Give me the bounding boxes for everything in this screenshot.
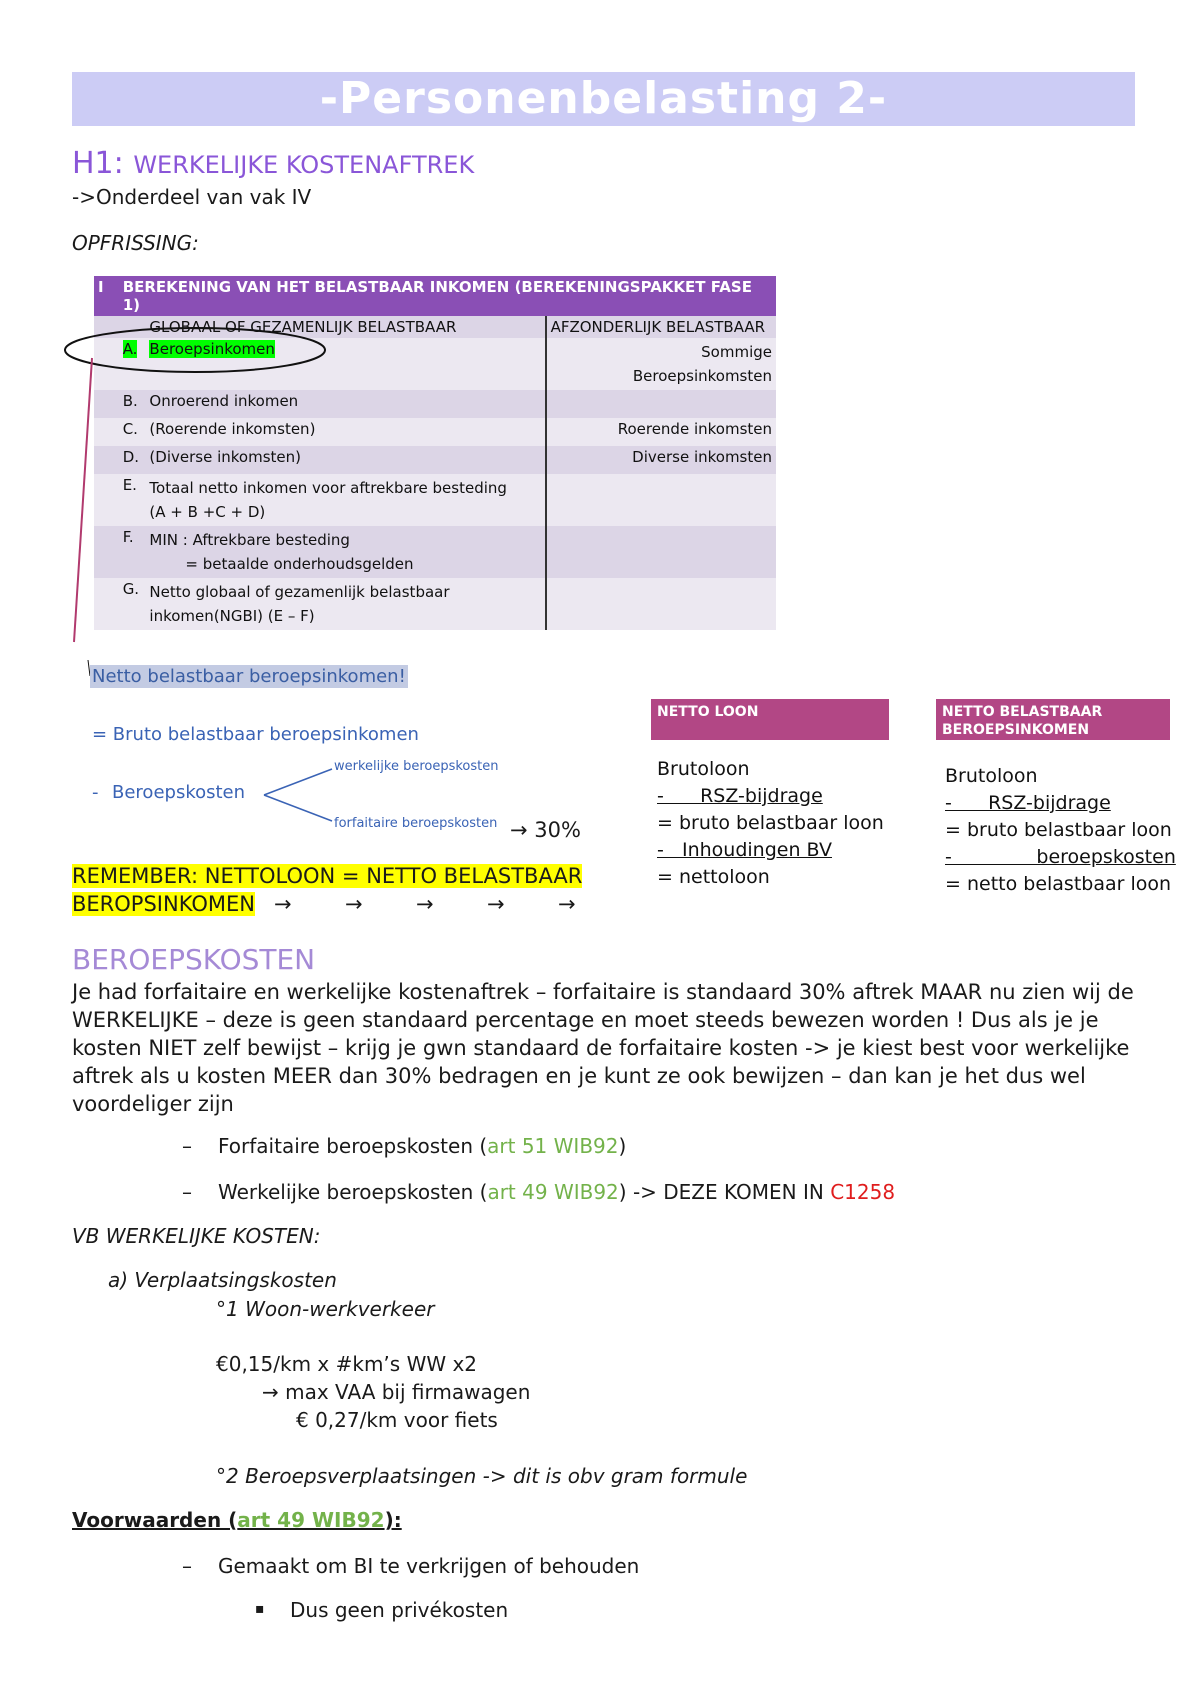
sub-item-1: °1 Woon-werkverkeer (216, 1297, 435, 1321)
article-ref: art 49 WIB92 (237, 1508, 385, 1532)
remember-line-1: REMEMBER: NETTOLOON = NETTO BELASTBAAR (72, 864, 583, 888)
beroepskosten-label: Beroepskosten (112, 782, 246, 803)
section-paragraph: Je had forfaitaire en werkelijke kostenaftrek – forfaitaire is standaard 30% aftrek MAAR nu zien wij de WERKELIJKE – deze is geen standaard percentage en moet steeds bewezen worden ! Dus als je je kosten NIET zelf bewijst – krijg je gwn standaard de forfaitaire kosten -> je kiest best voor werkelijke aftrek als u kosten MEER dan 30% bedragen en je kunt ze ook bewijzen – dan kan je het dus wel voordeliger zijn (72, 980, 1134, 1116)
bruto-line: = Bruto belastbaar beroepsinkomen (92, 724, 419, 745)
subline: ->Onderdeel van vak IV (72, 185, 312, 209)
section-heading: BEROEPSKOSTEN (72, 943, 316, 976)
remember-arrows: → → → → → (274, 892, 576, 916)
bullet-forfaitaire: Forfaitaire beroepskosten (art 51 WIB92) (218, 1134, 627, 1158)
square-bullet-icon: ▪ (255, 1601, 265, 1617)
calc-table-header (94, 276, 776, 316)
annotation-marks (60, 320, 350, 680)
netto-belastbaar-label: Netto belastbaar beroepsinkomen! (92, 666, 406, 687)
nettoloon-box-header: NETTO LOON (651, 699, 889, 740)
opfrissing-label: OPFRISSING: (72, 231, 199, 255)
bullet-dash-2: – (182, 1180, 192, 1204)
header-title: BEREKENING VAN HET BELASTBAAR INKOMEN (BEREKENINGSPAKKET FASE 1) (119, 276, 776, 316)
formula-line-3: € 0,27/km voor fiets (296, 1408, 498, 1432)
article-ref: art 49 WIB92 (487, 1180, 619, 1204)
condition-1: Gemaakt om BI te verkrijgen of behouden (218, 1554, 640, 1578)
table-row: C. (Roerende inkomsten) Roerende inkomsten (94, 418, 776, 446)
bullet-werkelijke: Werkelijke beroepskosten (art 49 WIB92) -> DEZE KOMEN IN C1258 (218, 1180, 896, 1204)
formula-line: €0,15/km x #km’s WW x2 (216, 1352, 478, 1376)
nettoloon-box: Brutoloon - RSZ-bijdrage = bruto belastbaar loon - Inhoudingen BV = nettoloon (657, 758, 884, 888)
page-title: -Personenbelasting 2- (319, 73, 888, 124)
item-a: a) Verplaatsingskosten (108, 1268, 337, 1292)
branch-bottom: forfaitaire beroepskosten (334, 816, 498, 831)
arrow-30: → 30% (510, 818, 581, 842)
branch-lines (262, 765, 334, 825)
chapter-number: H1: (72, 146, 124, 181)
form-code: C1258 (830, 1180, 896, 1204)
beroepskosten-dash: - (92, 782, 99, 803)
sub-item-2: °2 Beroepsverplaatsingen -> dit is obv gram formule (216, 1464, 748, 1488)
title-bar (72, 72, 1135, 126)
col2-header: AFZONDERLIJK BELASTBAAR (546, 316, 776, 338)
table-row: G. Netto globaal of gezamenlijk belastbaar inkomen(NGBI) (E – F) (94, 578, 776, 630)
cond-dash: – (182, 1554, 192, 1578)
bullet-dash-1: – (182, 1134, 192, 1158)
branch-top: werkelijke beroepskosten (334, 759, 499, 774)
nbb-box-header: NETTO BELASTBAAR BEROEPSINKOMEN (936, 699, 1170, 740)
chapter-title: WERKELIJKE KOSTENAFTREK (133, 151, 475, 179)
condition-1a: Dus geen privékosten (290, 1598, 509, 1622)
remember-block (72, 862, 582, 918)
voorwaarden-heading: Voorwaarden (art 49 WIB92): (72, 1508, 402, 1532)
vb-label: VB WERKELIJKE KOSTEN: (72, 1224, 321, 1248)
table-row: E. Totaal netto inkomen voor aftrekbare besteding (A + B +C + D) (94, 474, 776, 526)
remember-line-2: BEROPSINKOMEN (72, 892, 255, 916)
formula-line-2: → max VAA bij firmawagen (262, 1380, 531, 1404)
header-num: I (94, 276, 119, 316)
table-row: D. (Diverse inkomsten) Diverse inkomsten (94, 446, 776, 474)
table-row: A. Beroepsinkomen Sommige Beroepsinkomsten (94, 338, 776, 390)
chapter-heading (72, 146, 474, 181)
article-ref: art 51 WIB92 (487, 1134, 619, 1158)
col1-header: GLOBAAL OF GEZAMENLIJK BELASTBAAR (145, 316, 545, 338)
nbb-box: Brutoloon - RSZ-bijdrage = bruto belastbaar loon - beroepskosten = netto belastbaar loon (945, 765, 1176, 895)
table-row: B. Onroerend inkomen (94, 390, 776, 418)
table-row: F. MIN : Aftrekbare besteding = betaalde onderhoudsgelden (94, 526, 776, 578)
beroepsinkomen-cell: Beroepsinkomen (149, 340, 275, 358)
